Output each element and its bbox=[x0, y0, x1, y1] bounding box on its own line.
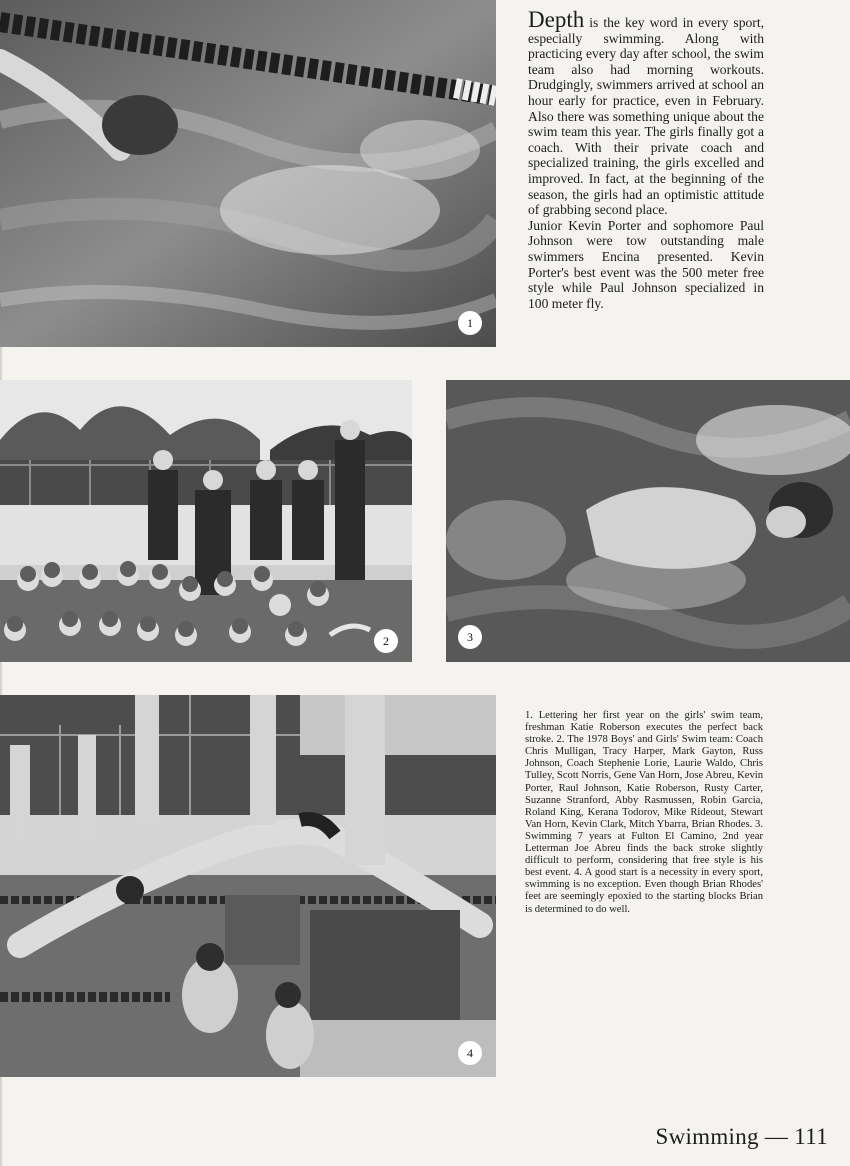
lead-word: Depth bbox=[528, 7, 585, 32]
section-title: Swimming bbox=[655, 1124, 759, 1149]
article-body bbox=[528, 7, 764, 311]
photo-team-group bbox=[0, 380, 412, 662]
article-paragraph-1-text: is the key word in every sport, especially swimming. Along with practicing every day after school, the swim team also had morning workouts. Drudgingly, swimmers arrived at school an hour early for practice, even in February. Also there was something unique about the swim team this year. The girls finally got a coach. With their private coach and specialized training, the girls excelled and improved. In fact, at the beginning of the season, the girls had an optimistic attitude of grabbing second place. bbox=[528, 15, 764, 218]
photo-number-badge: 4 bbox=[458, 1041, 482, 1065]
article-paragraph-2: Junior Kevin Porter and sophomore Paul Johnson were tow outstanding male swimmers Encina presented. Kevin Porter's best event was the 500 meter free style while Paul Johnson specialized in 100 meter fly. bbox=[528, 217, 764, 311]
photo-starting-dive bbox=[0, 695, 496, 1077]
photo-number-badge: 1 bbox=[458, 311, 482, 335]
photo-number-badge: 2 bbox=[374, 629, 398, 653]
photo-backstroke-swimmer bbox=[0, 0, 496, 347]
photo-freestyle-swimmer bbox=[446, 380, 850, 662]
dive-photo-illustration bbox=[0, 695, 496, 1077]
article-paragraph-1 bbox=[528, 7, 764, 218]
team-photo-illustration bbox=[0, 380, 412, 662]
page-folio bbox=[655, 1124, 828, 1150]
photo-number-badge: 3 bbox=[458, 625, 482, 649]
water-texture-illustration bbox=[0, 0, 496, 347]
freestyle-photo-illustration bbox=[446, 380, 850, 662]
folio-separator: — bbox=[764, 1124, 789, 1149]
page-number: 111 bbox=[794, 1124, 828, 1149]
photo-captions: 1. Lettering her first year on the girls' swim team, freshman Katie Roberson executes the perfect back stroke. 2. The 1978 Boys' and Girls' Swim team: Coach Chris Mulligan, Tracy Harper, Mark Gayton, Russ Johnson, Coach Stephenie Lorie, Laurie Waldo, Chris Tulley, Scott Norris, Gene Van Horn, Jose Abreu, Kevin Porter, Raul Johnson, Katie Roberson, Rusty Carter, Suzanne Stranford, Abby Rasmussen, Robin Garcia, Roland King, Kerana Todorov, Mike Rideout, Stewart Van Horn, Kevin Clark, Mitch Ybarra, Brian Rhodes. 3. Swimming 7 years at Fulton El Camino, 2nd year Letterman Joe Abreu finds the back stroke slightly difficult to perform, considering that free style is his best event. 4. A good start is a necessity in every sport, swimming is no exception. Even though Brian Rhodes' feet are seemingly epoxied to the starting blocks Brian is determined to do well. bbox=[525, 710, 763, 915]
